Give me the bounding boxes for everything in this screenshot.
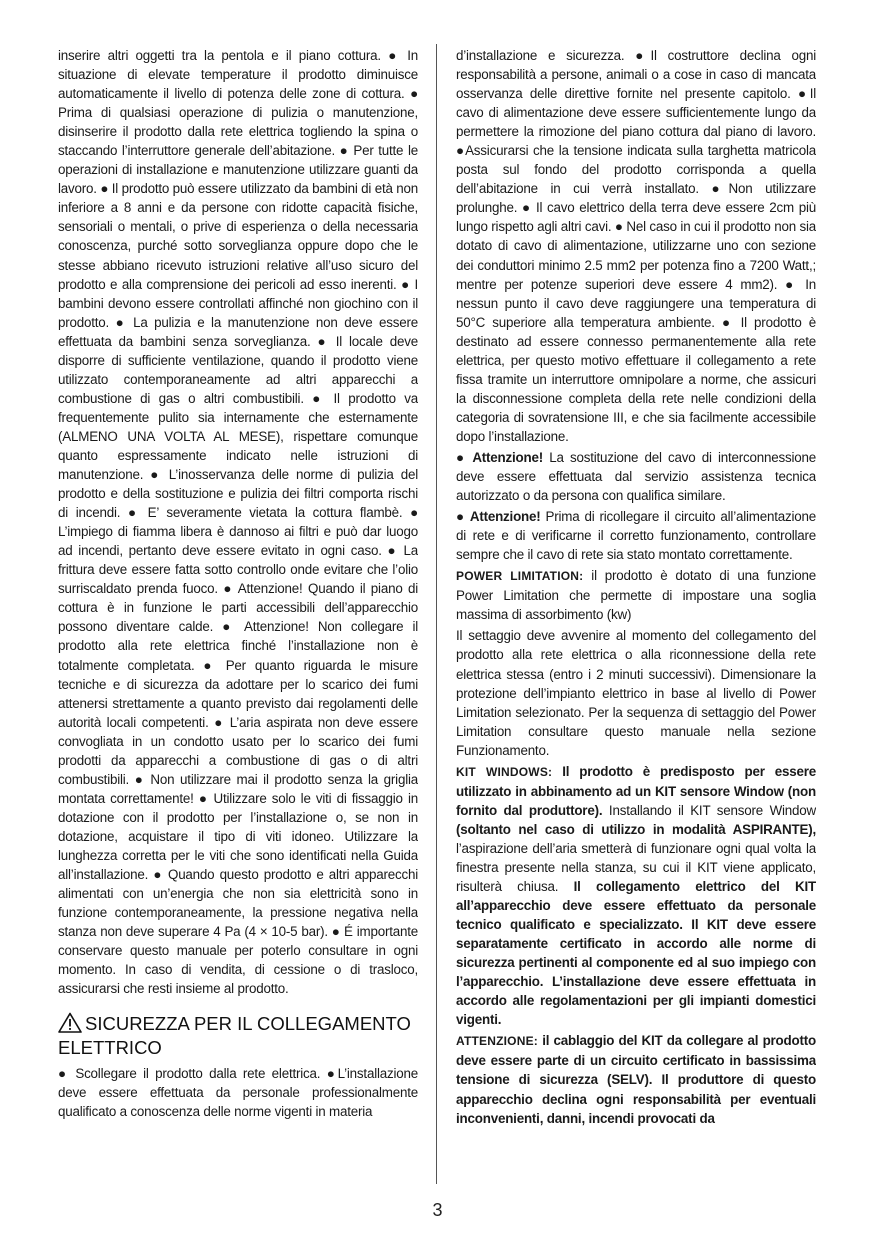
- attention-selv-paragraph: [456, 1031, 816, 1127]
- attention-label: ● Attenzione!: [456, 449, 544, 465]
- attention-selv-text: il cablaggio del KIT da collegare al prodotto deve essere parte di un circuito certificato in bassissima tensione di sicurezza (SELV). Il produttore di questo apparecchio declina ogni responsabilità per eventuali inconvenienti, danni, incendi provocati da: [456, 1033, 816, 1126]
- kit-windows-bold-3: Il collegamento elettrico del KIT all’apparecchio deve essere effettuato da personale tecnico qualificato e specializzato. Il KIT deve essere separatamente certificato in accordo alle norme di sicurezza pertinenti al componente ed al suo impiego con l’apparecchio. L’installazione deve essere effettuata in accordo alle regolamentazioni per gli impianti domestici vigenti.: [456, 879, 816, 1028]
- attention-label: ● Attenzione!: [456, 509, 541, 525]
- left-column: [58, 46, 418, 1176]
- page-number: 3: [432, 1200, 443, 1220]
- attention-cable-text: La sostituzione del cavo di interconnessione deve essere effettuata dal servizio assistenza tecnica autorizzato o da persona con qualifica similare.: [456, 449, 816, 504]
- kit-windows-text-2: l’aspirazione dell’aria smetterà di funzionare ogni qual volta la finestra presente nella stanza, su cui il KIT viene applicato, risulterà chiusa.: [456, 840, 816, 895]
- power-limitation-setup-paragraph: Il settaggio deve avvenire al momento del collegamento del prodotto alla rete elettrica o alla riconnessione della rete elettrica stessa (entro i 2 minuti successivi). Dimensionare la protezione dell’impianto elettrico in base al livello di Power Limitation selezionato. Per la sequenza di settaggio del Power Limitation consultare questo manuale nella sezione Funzionamento.: [456, 628, 816, 758]
- power-limitation-text: il prodotto è dotato di una funzione Power Limitation che permette di impostare una soglia massima di assorbimento (kw): [456, 568, 816, 623]
- kit-windows-paragraph: [456, 762, 816, 1030]
- kit-windows-text-1: Installando il KIT sensore Window: [602, 802, 816, 818]
- power-limitation-label: POWER LIMITATION:: [456, 569, 584, 584]
- power-limitation-paragraph: [456, 566, 816, 624]
- attention-selv-label: ATTENZIONE:: [456, 1034, 538, 1049]
- kit-windows-bold-1: Il prodotto è predisposto per essere utilizzato in abbinamento ad un KIT sensore Window (non fornito dal produttore).: [456, 763, 816, 818]
- attention-reconnect-paragraph: [456, 507, 816, 564]
- section-heading-text: SICUREZZA PER IL COLLEGAMENTO ELETTRICO: [58, 1013, 411, 1059]
- right-column: [456, 46, 816, 1176]
- warning-triangle-icon: [58, 1012, 82, 1033]
- attention-reconnect-text: Prima di ricollegare il circuito all’alimentazione di rete e di verificarne il corretto funzionamento, controllare sempre che il cavo di rete sia stato montato correttamente.: [456, 509, 816, 563]
- kit-windows-label: KIT WINDOWS:: [456, 764, 553, 779]
- installation-paragraph: d’installazione e sicurezza. ●Il costruttore declina ogni responsabilità a persone, animali o a cose in caso di mancata osservanza delle direttive fornite nel presente capitolo. ●Il cavo di alimentazione deve essere sufficientemente lungo da permettere la rimozione del piano cottura dal piano di lavoro. ●Assicurarsi che la tensione indicata sulla targhetta matricola posta sul fondo del prodotto corrisponda a quella dell’abitazione in cui verrà installato. ●Non utilizzare prolunghe. ● Il cavo elettrico della terra deve essere 2cm più lungo rispetto agli altri cavi. ● Nel caso in cui il prodotto non sia dotato di cavo di alimentazione, utilizzarne uno con sezione dei conduttori minimo 2.5 mm2 per potenza fino a 7200 Watt,; mentre per potenze superiori deve essere 4 mm2). ● In nessun punto il cavo deve raggiungere una temperatura di 50°C superiore alla temperatura ambiente. ● Il prodotto è destinato ad essere connesso permanentemente alla rete elettrica, per questo motivo effettuare il collegamento a rete fissa tramite un interruttore omnipolare a norme, che assicuri la disconnessione completa della rete nelle condizioni della categoria di sovratensione III, e che sia facilmente accessibile dopo l’installazione.: [456, 48, 816, 444]
- safety-instructions-paragraph: inserire altri oggetti tra la pentola e il piano cottura. ● In situazione di elevate temperature il prodotto diminuisce automaticamente il livello di potenza delle zone di cottura. ● Prima di qualsiasi operazione di pulizia o manutenzione, disinserire il prodotto dalla rete elettrica togliendo la spina o staccando l’interruttore generale dell’abitazione. ● Per tutte le operazioni di installazione e manutenzione utilizzare guanti da lavoro. ● Il prodotto può essere utilizzato da bambini di età non inferiore a 8 anni e da persone con ridotte capacità fisiche, sensoriali o mentali, o prive di esperienza o della necessaria conoscenza, purché sotto sorveglianza oppure dopo che le stesse abbiano ricevuto istruzioni relative all’uso sicuro del prodotto e alla comprensione dei pericoli ad esso inerenti. ● I bambini devono essere controllati affinché non giochino con il prodotto. ● La pulizia e la manutenzione non deve essere effettuata da bambini senza sorveglianza. ● Il locale deve disporre di sufficiente ventilazione, quando il prodotto viene utilizzato contemporaneamente ad altri apparecchi a combustione di gas o altri combustibili. ● Il prodotto va frequentemente pulito sia internamente che esternamente (ALMENO UNA VOLTA AL MESE), rispettare comunque quanto espressamente indicato nelle istruzioni di manutenzione. ● L’inosservanza delle norme di pulizia del prodotto e della sostituzione e pulizia dei filtri comporta rischi di incendi. ● E’ severamente vietata la cottura flambè. ● L’impiego di fiamma libera è dannoso ai filtri e può dar luogo ad incendi, pertanto deve essere evitato in ogni caso. ● La frittura deve essere fatta sotto controllo onde evitare che l’olio surriscaldato prenda fuoco. ● Attenzione! Quando il piano di cottura è in funzione le parti accessibili dell’apparecchio possono diventare calde. ● Attenzione! Non collegare il prodotto alla rete elettrica finché l’installazione non è totalmente completata. ● Per quanto riguarda le misure tecniche e di sicurezza da adottare per lo scarico dei fumi attenersi strettamente a quanto previsto dai regolamenti delle autorità locali competenti. ● L’aria aspirata non deve essere convogliata in un condotto usato per lo scarico dei fumi prodotti da apparecchi a combustione di gas o di altri combustibili. ● Non utilizzare mai il prodotto senza la griglia montata correttamente! ● Utilizzare solo le viti di fissaggio in dotazione con il prodotto per l’installazione o, se non in dotazione, acquistare il tipo di viti idoneo. Utilizzare la lunghezza corretta per le viti che sono identificati nella Guida all’installazione. ● Quando questo prodotto e altri apparecchi alimentati con un’energia che non sia elettricità sono in funzione contemporaneamente, la pressione negativa nella stanza non deve superare 4 Pa (4 × 10-5 bar). ● É importante conservare questo manuale per poterlo consultare in ogni momento. In caso di vendita, di cessione o di trasloco, assicurarsi che resti insieme al prodotto.: [58, 48, 418, 997]
- electrical-safety-paragraph: ● Scollegare il prodotto dalla rete elettrica. ●L’installazione deve essere effettuata da personale professionalmente qualificato a conoscenza delle norme vigenti in materia: [58, 1066, 418, 1120]
- section-heading: [58, 1012, 418, 1060]
- kit-windows-bold-2: (soltanto nel caso di utilizzo in modalità ASPIRANTE),: [456, 821, 816, 837]
- attention-cable-paragraph: [456, 448, 816, 505]
- column-divider: [436, 44, 437, 1184]
